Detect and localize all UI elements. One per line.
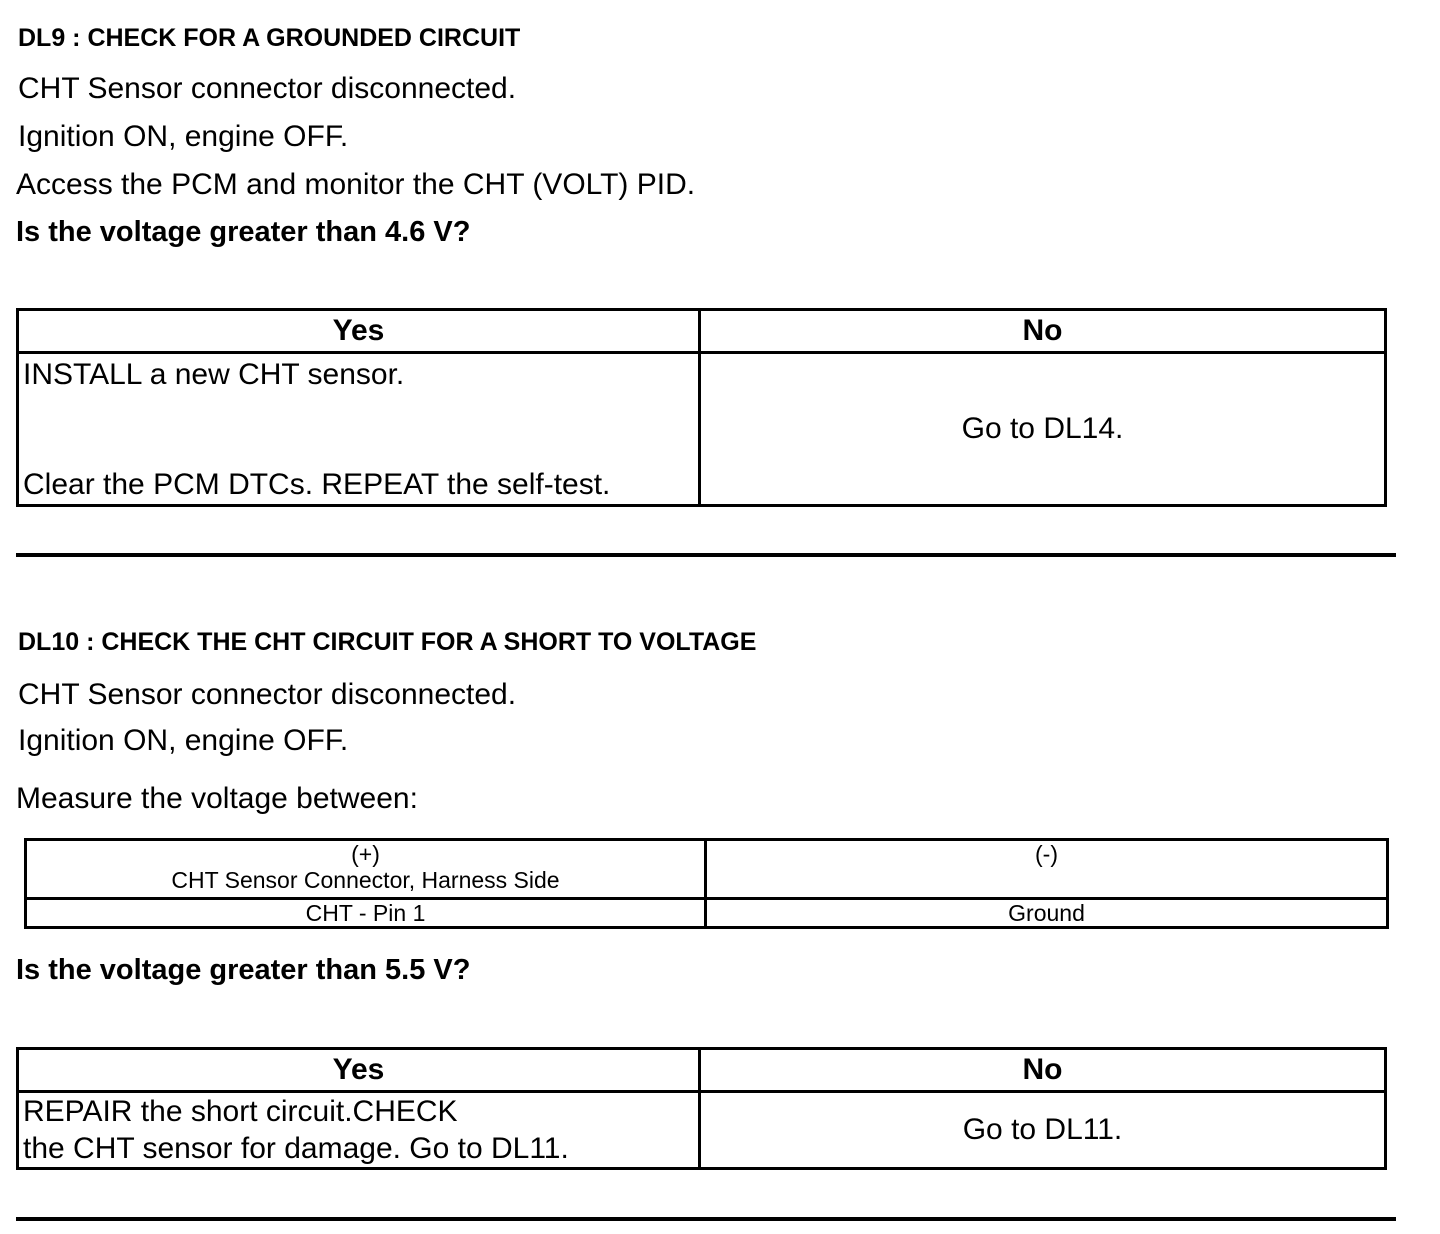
dl10-yes-header: Yes: [18, 1049, 700, 1092]
dl9-yes-header: Yes: [18, 310, 700, 353]
dl10-instruction-1: CHT Sensor connector disconnected.: [18, 678, 517, 711]
measure-negative-value: Ground: [706, 899, 1388, 928]
dl9-yes-line-1: INSTALL a new CHT sensor.: [23, 358, 405, 391]
dl10-yes-line-2: the CHT sensor for damage. Go to DL11.: [23, 1132, 569, 1165]
dl9-decision-table: [16, 308, 1387, 507]
section-divider: [16, 553, 1396, 557]
dl9-question: Is the voltage greater than 4.6 V?: [16, 216, 471, 248]
dl9-instruction-2: Ignition ON, engine OFF.: [18, 120, 349, 153]
positive-terminal-location: CHT Sensor Connector, Harness Side: [171, 867, 560, 893]
dl10-instruction-3: Measure the voltage between:: [16, 782, 418, 815]
dl10-decision-table: [16, 1047, 1387, 1170]
dl10-no-header: No: [700, 1049, 1386, 1092]
dl9-no-header: No: [700, 310, 1386, 353]
dl10-question: Is the voltage greater than 5.5 V?: [16, 954, 471, 986]
dl10-instruction-2: Ignition ON, engine OFF.: [18, 724, 349, 757]
negative-terminal-label: (-): [1035, 841, 1058, 867]
dl10-measurement-table: [24, 838, 1389, 929]
dl9-step-title: DL9 : CHECK FOR A GROUNDED CIRCUIT: [18, 24, 521, 52]
dl9-yes-cell: [18, 353, 700, 506]
dl10-yes-line-1: REPAIR the short circuit.CHECK: [23, 1095, 458, 1128]
dl9-yes-line-2: Clear the PCM DTCs. REPEAT the self-test.: [23, 468, 611, 501]
dl10-step-title: DL10 : CHECK THE CHT CIRCUIT FOR A SHORT TO VOLTAGE: [18, 628, 757, 656]
section-divider-bottom: [16, 1217, 1396, 1221]
dl9-instruction-3: Access the PCM and monitor the CHT (VOLT) PID.: [16, 168, 696, 201]
dl10-yes-cell: [18, 1092, 700, 1169]
dl10-no-cell: Go to DL11.: [700, 1092, 1386, 1169]
dl9-instruction-1: CHT Sensor connector disconnected.: [18, 72, 517, 105]
dl9-no-cell: Go to DL14.: [700, 353, 1386, 506]
measure-positive-header: [26, 840, 706, 899]
measure-positive-value: CHT - Pin 1: [26, 899, 706, 928]
positive-terminal-label: (+): [351, 841, 380, 867]
measure-negative-header: [706, 840, 1388, 899]
